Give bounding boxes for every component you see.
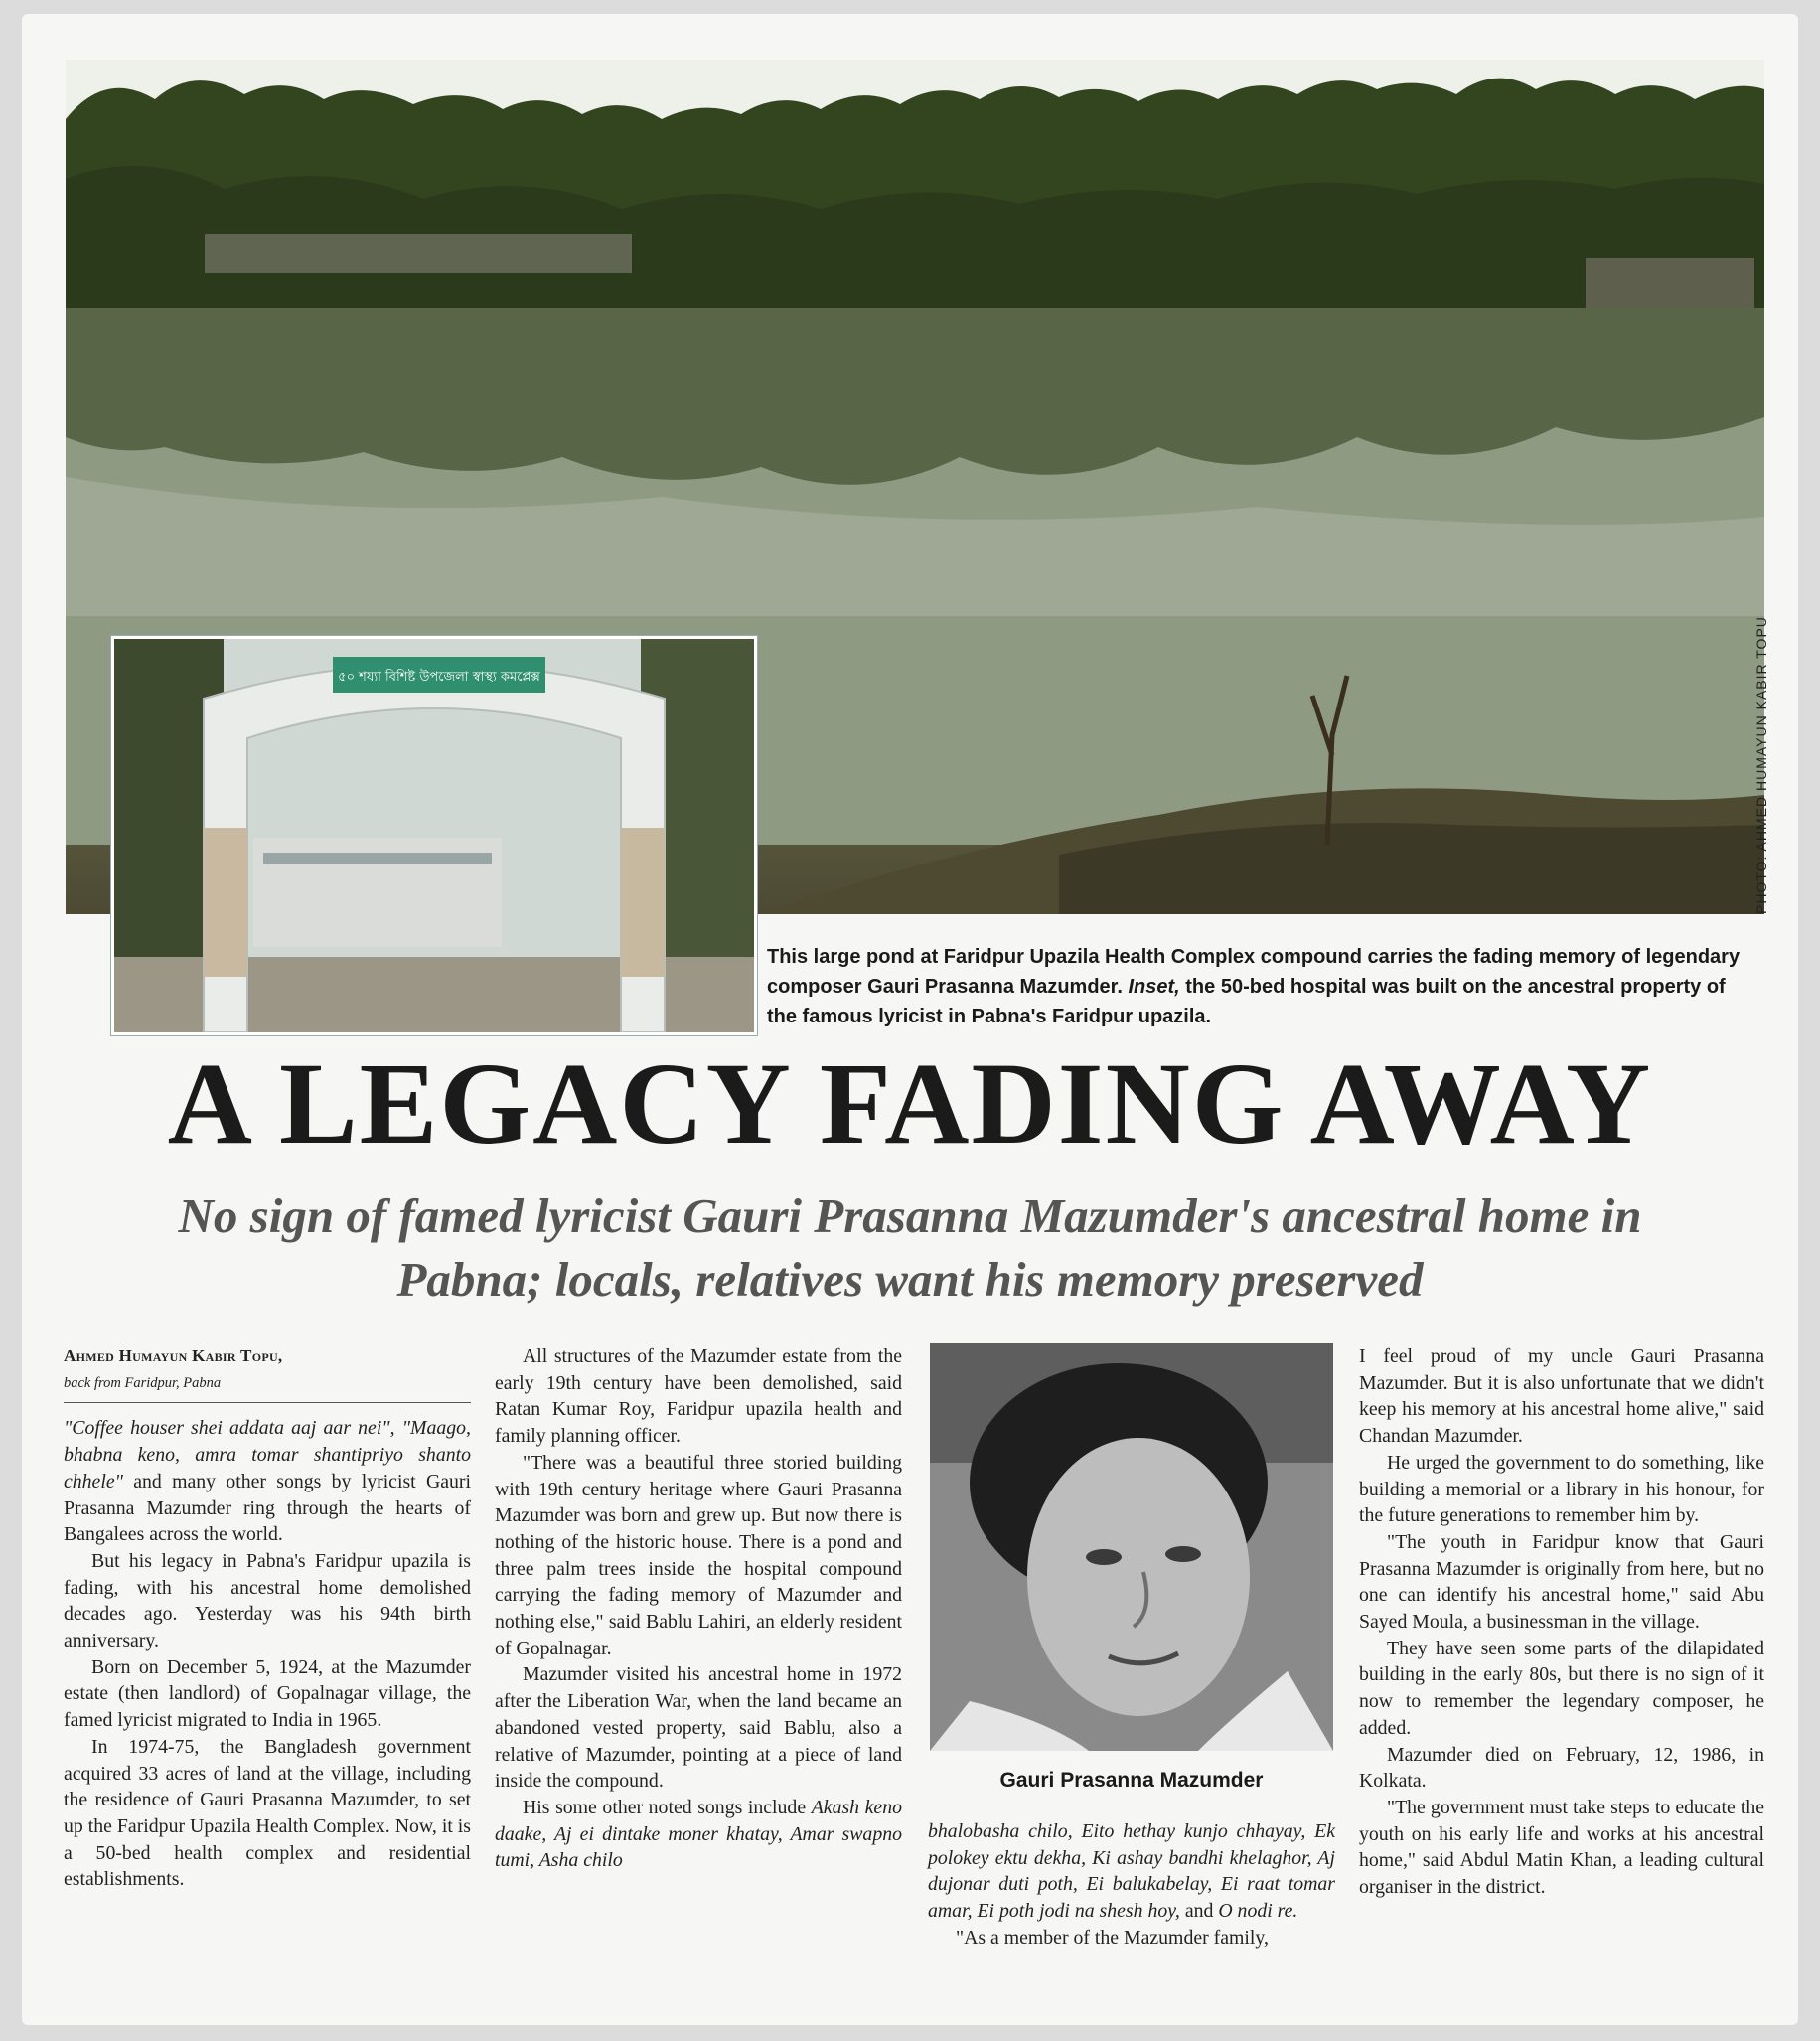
song-titles-italic: "Coffee houser shei addata aaj aar nei", "Maago, bhabna keno, amra tomar shantipriyo shanto chhele" [64, 1417, 471, 1492]
paragraph [495, 1795, 902, 1874]
article-column-1 [64, 1343, 471, 1893]
byline-dateline: back from Faridpur, Pabna [64, 1370, 471, 1404]
photo-credit: PHOTO: AHMED HUMAYUN KABIR TOPU [1753, 616, 1769, 914]
paragraph: "There was a beautiful three storied building with 19th century heritage where Gauri Prasanna Mazumder was born and grew up. But now there is nothing of the historic house. There is a pond and three palm trees inside the hospital compound carrying the fading memory of Mazumder and nothing else," said Bablu Lahiri, an elderly resident of Gopalnagar. [495, 1451, 902, 1659]
song-title-italic: O nodi re. [1218, 1900, 1298, 1923]
inset-hospital-photo [111, 636, 757, 1035]
paragraph: "The youth in Faridpur know that Gauri Prasanna Mazumder is originally from here, but no one can identify his ancestral home," said Abu Sayed Moula, a businessman in the village. [1359, 1530, 1764, 1634]
paragraph: In 1974-75, the Bangladesh government acquired 33 acres of land at the village, including the residence of Gauri Prasanna Mazumder, to set up the Faridpur Upazila Health Complex. Now, it is a 50-bed health complex and residential establishments. [64, 1735, 471, 1891]
portrait-illustration [930, 1343, 1333, 1751]
hospital-gate-illustration [114, 639, 754, 1032]
caption-inset-word: Inset, [1128, 976, 1180, 998]
paragraph: "As a member of the Mazumder family, [956, 1926, 1269, 1949]
paragraph-text: and many other songs by lyricist Gauri Prasanna Mazumder ring through the hearts of Bangalees across the world. [64, 1470, 471, 1546]
song-titles-italic: Akash keno daake, Aj ei dintake moner khatay, Amar swapno tumi, Asha chilo [495, 1796, 902, 1872]
paragraph: I feel proud of my uncle Gauri Prasanna Mazumder. But it is also unfortunate that we didn't keep his memory at his ancestral home alive," said Chandan Mazumder. [1359, 1345, 1764, 1448]
paragraph: Born on December 5, 1924, at the Mazumder estate (then landlord) of Gopalnagar village, the famed lyricist migrated to India in 1965. [64, 1655, 471, 1732]
portrait-caption: Gauri Prasanna Mazumder [999, 1769, 1264, 1792]
paragraph: All structures of the Mazumder estate from the early 19th century have been demolished, said Ratan Kumar Roy, Faridpur upazila health and family planning officer. [495, 1345, 902, 1448]
paragraph: Mazumder visited his ancestral home in 1972 after the Liberation War, when the land became an abandoned vested property, said Bablu, also a relative of Mazumder, pointing at a piece of land inside the compound. [495, 1663, 902, 1793]
paragraph: They have seen some parts of the dilapidated building in the early 80s, but there is no sign of it now to remember the legendary composer, he added. [1359, 1637, 1764, 1739]
headline: A LEGACY FADING AWAY [167, 1038, 1653, 1169]
byline-author: Ahmed Humayun Kabir Topu, [64, 1346, 283, 1365]
article-column-3 [928, 1818, 1335, 1952]
photo-caption [767, 942, 1760, 1031]
paragraph: He urged the government to do something, like building a memorial or a library in his honour, for the future generations to remember him by. [1359, 1451, 1764, 1527]
portrait-photo [930, 1343, 1333, 1751]
caption-text-part2: the 50-bed hospital was built on the ancestral property of the famous lyricist in Pabna's Faridpur upazila. [767, 976, 1726, 1027]
paragraph [928, 1818, 1335, 1925]
gate-sign-text: ৫০ শয্যা বিশিষ্ট উপজেলা স্বাস্থ্য কমপ্লেক্স [338, 670, 540, 685]
article-column-4 [1359, 1343, 1764, 1901]
paragraph-text: His some other noted songs include [523, 1796, 812, 1818]
paragraph: Mazumder died on February, 12, 1986, in Kolkata. [1359, 1743, 1764, 1793]
paragraph: But his legacy in Pabna's Faridpur upazila is fading, with his ancestral home demolished decades ago. Yesterday was his 94th birth anniversary. [64, 1549, 471, 1652]
article-column-2 [495, 1343, 902, 1874]
deck-subheadline: No sign of famed lyricist Gauri Prasanna Mazumder's ancestral home in Pabna; locals, relatives want his memory preserved [178, 1188, 1642, 1307]
paragraph: "The government must take steps to educate the youth on his early life and works at his ancestral home," said Abdul Matin Khan, a leading cultural organiser in the district. [1359, 1796, 1764, 1899]
paragraph-text: and [1179, 1900, 1219, 1923]
paragraph [64, 1415, 471, 1548]
song-titles-italic: bhalobasha chilo, Eito hethay kunjo chhayay, Ek polokey ektu dekha, Ki ashay bandhi khelaghor, Aj dujonar duti poth, Ei balukabelay, Ei raat tomar amar, Ei poth jodi na shesh hoy, [928, 1820, 1335, 1923]
caption-text-part1: This large pond at Faridpur Upazila Health Complex compound carries the fading memory of legendary composer Gauri Prasanna Mazumder. [767, 946, 1741, 998]
